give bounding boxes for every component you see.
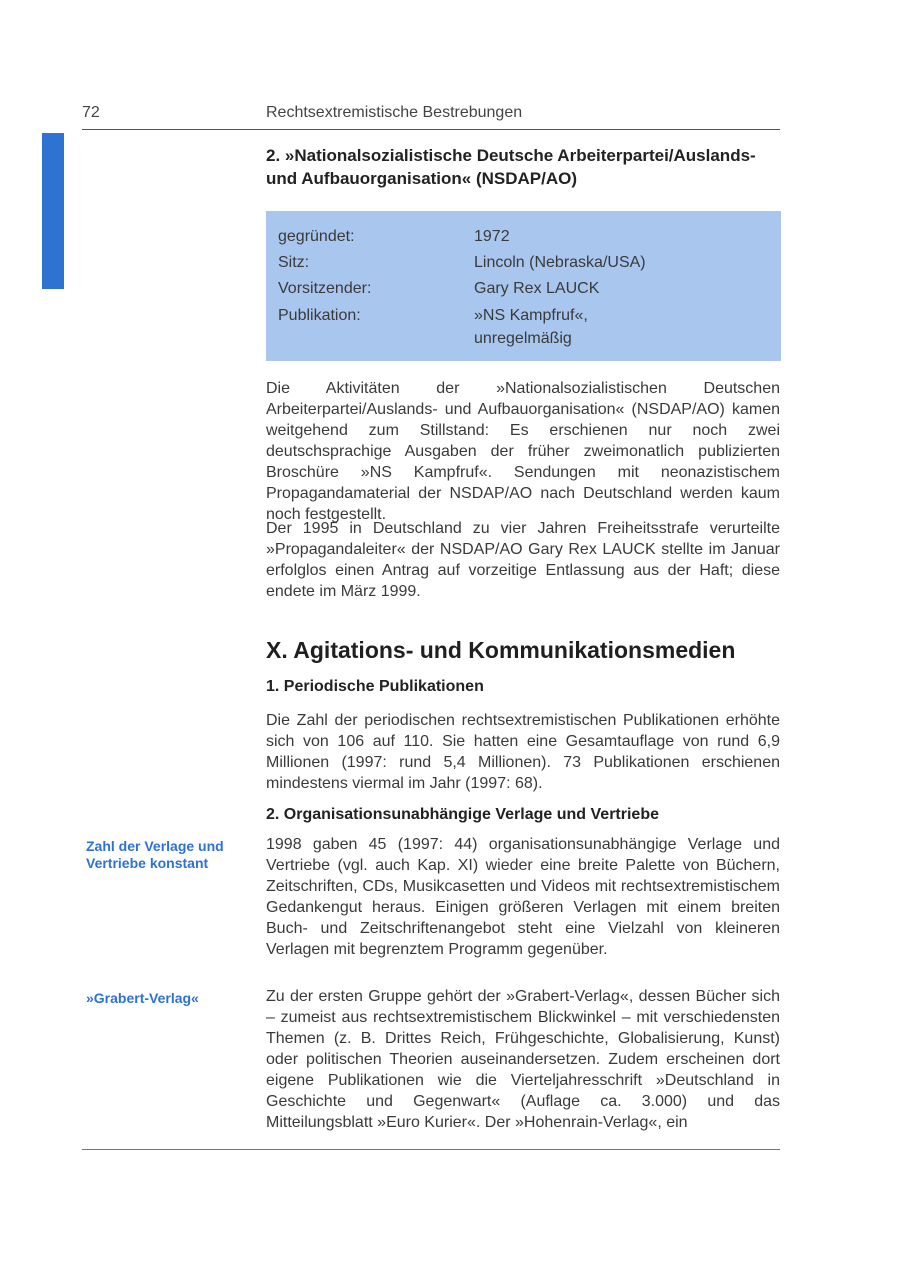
margin-note-grabert: »Grabert-Verlag« bbox=[86, 990, 199, 1006]
subheading-publishers: 2. Organisationsunabhängige Verlage und Vertriebe bbox=[266, 806, 659, 823]
page-number: 72 bbox=[82, 104, 100, 121]
info-label: gegründet: bbox=[278, 228, 355, 245]
info-value: Gary Rex LAUCK bbox=[474, 280, 600, 297]
paragraph-lauck: Der 1995 in Deutschland zu vier Jahren Freiheitsstrafe verurteilte »Propagandaleiter« der NSDAP/AO Gary Rex LAUCK stellte im Januar erfolglos einen Antrag auf vorzeitige Entlassung aus der Haft; diese endete im März 1999. bbox=[266, 520, 780, 600]
accent-side-bar bbox=[42, 133, 64, 289]
info-label: Publikation: bbox=[278, 307, 361, 324]
info-value: »NS Kampfruf«, bbox=[474, 307, 588, 324]
paragraph-publishers: 1998 gaben 45 (1997: 44) organisationsunabhängige Verlage und Vertriebe (vgl. auch Kap. XI) wieder eine breite Palette von Büchern, Zeitschriften, CDs, Musikcasetten und Videos mit rechtsextremistischem Gedankengut heraus. Einigen größeren Verlagen mit einem breiten Buch- und Zeitschriftenangebot steht eine Vielzahl von kleineren Verlagen mit begrenztem Programm gegenüber. bbox=[266, 836, 780, 958]
info-value: Lincoln (Nebraska/USA) bbox=[474, 254, 646, 271]
info-value: 1972 bbox=[474, 228, 510, 245]
paragraph-grabert: Zu der ersten Gruppe gehört der »Grabert-Verlag«, dessen Bücher sich – zumeist aus rechtsextremistischem Blickwinkel – mit verschiedensten Themen (z. B. Drittes Reich, Frühgeschichte, Globalisierung, Kunst) oder politischen Theorien auseinandersetzen. Zudem erscheinen dort eigene Publikationen wie die Vierteljahresschrift »Deutschland in Geschichte und Gegenwart« (Auflage ca. 3.000) und das Mitteilungsblatt »Euro Kurier«. Der »Hohenrain-Verlag«, ein bbox=[266, 988, 780, 1131]
info-label: Vorsitzender: bbox=[278, 280, 372, 297]
header-divider bbox=[82, 129, 780, 130]
footer-divider bbox=[82, 1149, 780, 1150]
paragraph-periodicals: Die Zahl der periodischen rechtsextremistischen Publikationen erhöhte sich von 106 auf 110. Sie hatten eine Gesamtauflage von rund 6,9 Millionen (1997: rund 5,4 Millionen). 73 Publikationen erschienen mindestens viermal im Jahr (1997: 68). bbox=[266, 712, 780, 792]
organization-info-box bbox=[266, 211, 781, 361]
info-value: unregelmäßig bbox=[474, 330, 572, 347]
chapter-heading: X. Agitations- und Kommunikationsmedien bbox=[266, 637, 736, 663]
subheading-periodicals: 1. Periodische Publikationen bbox=[266, 678, 484, 695]
margin-note-publishers: Zahl der Verlage und Vertriebe konstant bbox=[86, 838, 224, 871]
section-heading: 2. »Nationalsozialistische Deutsche Arbeiterpartei/Auslands- und Aufbauorganisation« (NSDAP/AO) bbox=[266, 146, 756, 188]
paragraph-nsdap-activities: Die Aktivitäten der »Nationalsozialistischen Deutschen Arbeiterpartei/Auslands- und Aufbauorganisation« (NSDAP/AO) kamen weitgehend zum Stillstand: Es erschienen nur noch zwei deutschsprachige Ausgaben der früher zweimonatlich publizierten Broschüre »NS Kampfruf«. Sendungen mit neonazistischem Propagandamaterial der NSDAP/AO nach Deutschland werden kaum noch festgestellt. bbox=[266, 380, 780, 523]
info-label: Sitz: bbox=[278, 254, 310, 271]
running-title: Rechtsextremistische Bestrebungen bbox=[266, 104, 523, 121]
